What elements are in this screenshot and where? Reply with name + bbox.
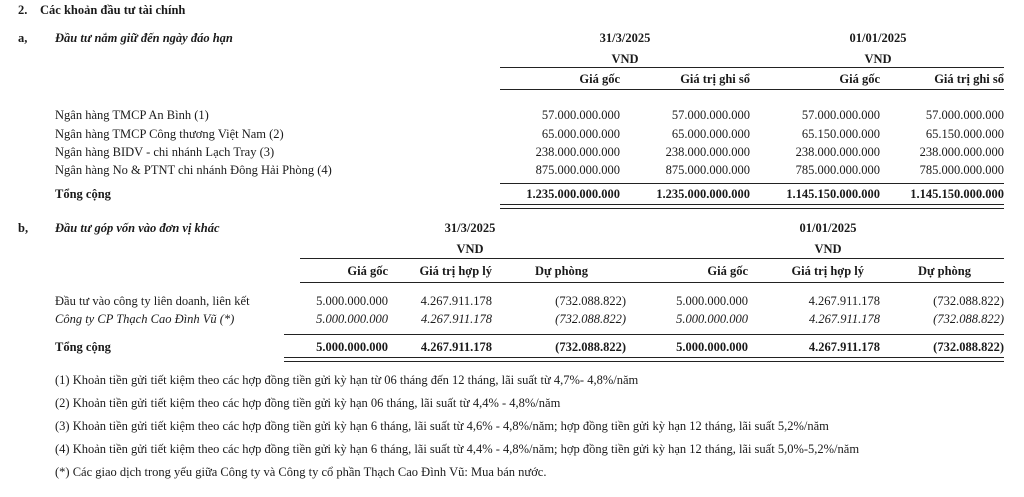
- cell: (732.088.822): [555, 294, 626, 308]
- part-a-period-2-date: 01/01/2025: [849, 31, 907, 45]
- part-b-total-rule: [284, 334, 1004, 335]
- part-b-period-2-date: 01/01/2025: [799, 221, 857, 235]
- total-cell: 1.145.150.000.000: [786, 187, 880, 201]
- total-cell: 4.267.911.178: [420, 340, 492, 354]
- row-label: Công ty CP Thạch Cao Đình Vũ (*): [55, 312, 235, 326]
- cell: 238.000.000.000: [795, 145, 880, 159]
- cell: (732.088.822): [933, 294, 1004, 308]
- total-cell: 1.145.150.000.000: [910, 187, 1004, 201]
- part-a-title: Đầu tư nắm giữ đến ngày đáo hạn: [55, 31, 233, 45]
- part-a-col-header: Giá trị ghi sổ: [934, 72, 1004, 86]
- row-label: Ngân hàng TMCP Công thương Việt Nam (2): [55, 127, 284, 141]
- cell: 4.267.911.178: [808, 294, 880, 308]
- section-number: 2.: [18, 3, 28, 17]
- total-label: Tổng cộng: [55, 340, 111, 354]
- cell: 4.267.911.178: [421, 312, 492, 326]
- table-row: [0, 108, 1024, 124]
- cell: 65.150.000.000: [925, 127, 1004, 141]
- table-row: [0, 127, 1024, 143]
- part-a-col-header: Giá gốc: [579, 72, 620, 86]
- part-b-col-header: Dự phòng: [918, 264, 972, 278]
- cell: 875.000.000.000: [535, 163, 620, 177]
- footnote-3: (3) Khoản tiền gửi tiết kiệm theo các hợp đồng tiền gửi kỳ hạn 6 tháng, lãi suất từ 4,6% - 4,8%/năm; hợp đồng tiền gửi kỳ hạn 12 tháng, lãi suất 5,2%/năm: [55, 419, 829, 433]
- row-label: Ngân hàng No & PTNT chi nhánh Đông Hải Phòng (4): [55, 163, 332, 177]
- cell: 57.000.000.000: [541, 108, 620, 122]
- total-cell: 4.267.911.178: [808, 340, 880, 354]
- part-a-col-header: Giá gốc: [839, 72, 880, 86]
- row-label: Đầu tư vào công ty liên doanh, liên kết: [55, 294, 250, 308]
- cell: 57.000.000.000: [671, 108, 750, 122]
- part-b-period-2-currency: VND: [814, 242, 842, 256]
- footnote-1: (1) Khoản tiền gửi tiết kiệm theo các hợp đồng tiền gửi kỳ hạn từ 06 tháng đến 12 tháng, lãi suất từ 4,7%- 4,8%/năm: [55, 373, 639, 387]
- total-cell: 1.235.000.000.000: [656, 187, 750, 201]
- cell: 5.000.000.000: [316, 312, 388, 326]
- cell: (732.088.822): [555, 312, 626, 326]
- table-row: [0, 145, 1024, 161]
- part-b-header-rule: [300, 258, 1004, 259]
- part-a-letter: a,: [18, 31, 28, 45]
- cell: 238.000.000.000: [919, 145, 1004, 159]
- cell: 238.000.000.000: [535, 145, 620, 159]
- row-label: Ngân hàng TMCP An Bình (1): [55, 108, 209, 122]
- footnote-5: (*) Các giao dịch trong yếu giữa Công ty và Công ty cổ phần Thạch Cao Đình Vũ: Mua bán nước.: [55, 465, 547, 479]
- total-row: [0, 187, 1024, 203]
- part-a-period-2-currency: VND: [864, 52, 892, 66]
- total-cell: (732.088.822): [933, 340, 1004, 354]
- cell: 65.000.000.000: [671, 127, 750, 141]
- total-cell: 5.000.000.000: [316, 340, 388, 354]
- cell: 65.150.000.000: [801, 127, 880, 141]
- total-row: [0, 340, 1024, 356]
- part-a-period-1-date: 31/3/2025: [599, 31, 651, 45]
- cell: 5.000.000.000: [316, 294, 388, 308]
- part-b-col-header: Dự phòng: [535, 264, 589, 278]
- part-b-title: Đầu tư góp vốn vào đơn vị khác: [55, 221, 220, 235]
- total-cell: 1.235.000.000.000: [526, 187, 620, 201]
- total-label: Tổng cộng: [55, 187, 111, 201]
- part-b-letter: b,: [18, 221, 29, 235]
- cell: 4.267.911.178: [809, 312, 880, 326]
- part-b-period-1-date: 31/3/2025: [444, 221, 496, 235]
- part-a-header-rule: [500, 67, 1004, 68]
- cell: 238.000.000.000: [665, 145, 750, 159]
- table-row: [0, 163, 1024, 179]
- cell: (732.088.822): [933, 312, 1004, 326]
- part-b-period-1-currency: VND: [456, 242, 484, 256]
- cell: 57.000.000.000: [801, 108, 880, 122]
- total-cell: (732.088.822): [555, 340, 626, 354]
- cell: 65.000.000.000: [541, 127, 620, 141]
- part-a-total-rule: [500, 183, 1004, 184]
- cell: 785.000.000.000: [919, 163, 1004, 177]
- part-b-col-header: Giá gốc: [347, 264, 388, 278]
- cell: 5.000.000.000: [676, 312, 748, 326]
- footnote-2: (2) Khoản tiền gửi tiết kiệm theo các hợp đồng tiền gửi kỳ hạn 06 tháng, lãi suất từ 4,4% - 4,8%/năm: [55, 396, 561, 410]
- table-row: [0, 312, 1024, 328]
- total-cell: 5.000.000.000: [676, 340, 748, 354]
- part-a-colheader-rule: [500, 89, 1004, 90]
- cell: 785.000.000.000: [795, 163, 880, 177]
- footnote-4: (4) Khoản tiền gửi tiết kiệm theo các hợp đồng tiền gửi kỳ hạn 6 tháng, lãi suất từ 4,4% - 4,8%/năm; hợp đồng tiền gửi kỳ hạn 12 tháng, lãi suất 5,0%-5,2%/năm: [55, 442, 860, 456]
- part-a-total-double-rule: [500, 204, 1004, 209]
- section-title: Các khoản đầu tư tài chính: [40, 3, 186, 17]
- part-b-col-header: Giá trị hợp lý: [791, 264, 864, 278]
- cell: 57.000.000.000: [925, 108, 1004, 122]
- row-label: Ngân hàng BIDV - chi nhánh Lạch Tray (3): [55, 145, 275, 159]
- cell: 5.000.000.000: [676, 294, 748, 308]
- part-b-col-header: Giá gốc: [707, 264, 748, 278]
- table-row: [0, 294, 1024, 310]
- cell: 4.267.911.178: [420, 294, 492, 308]
- part-a-col-header: Giá trị ghi sổ: [680, 72, 750, 86]
- part-a-period-1-currency: VND: [611, 52, 639, 66]
- cell: 875.000.000.000: [665, 163, 750, 177]
- part-b-total-double-rule: [284, 357, 1004, 362]
- part-b-col-header: Giá trị hợp lý: [419, 264, 492, 278]
- part-b-colheader-rule: [300, 282, 1004, 283]
